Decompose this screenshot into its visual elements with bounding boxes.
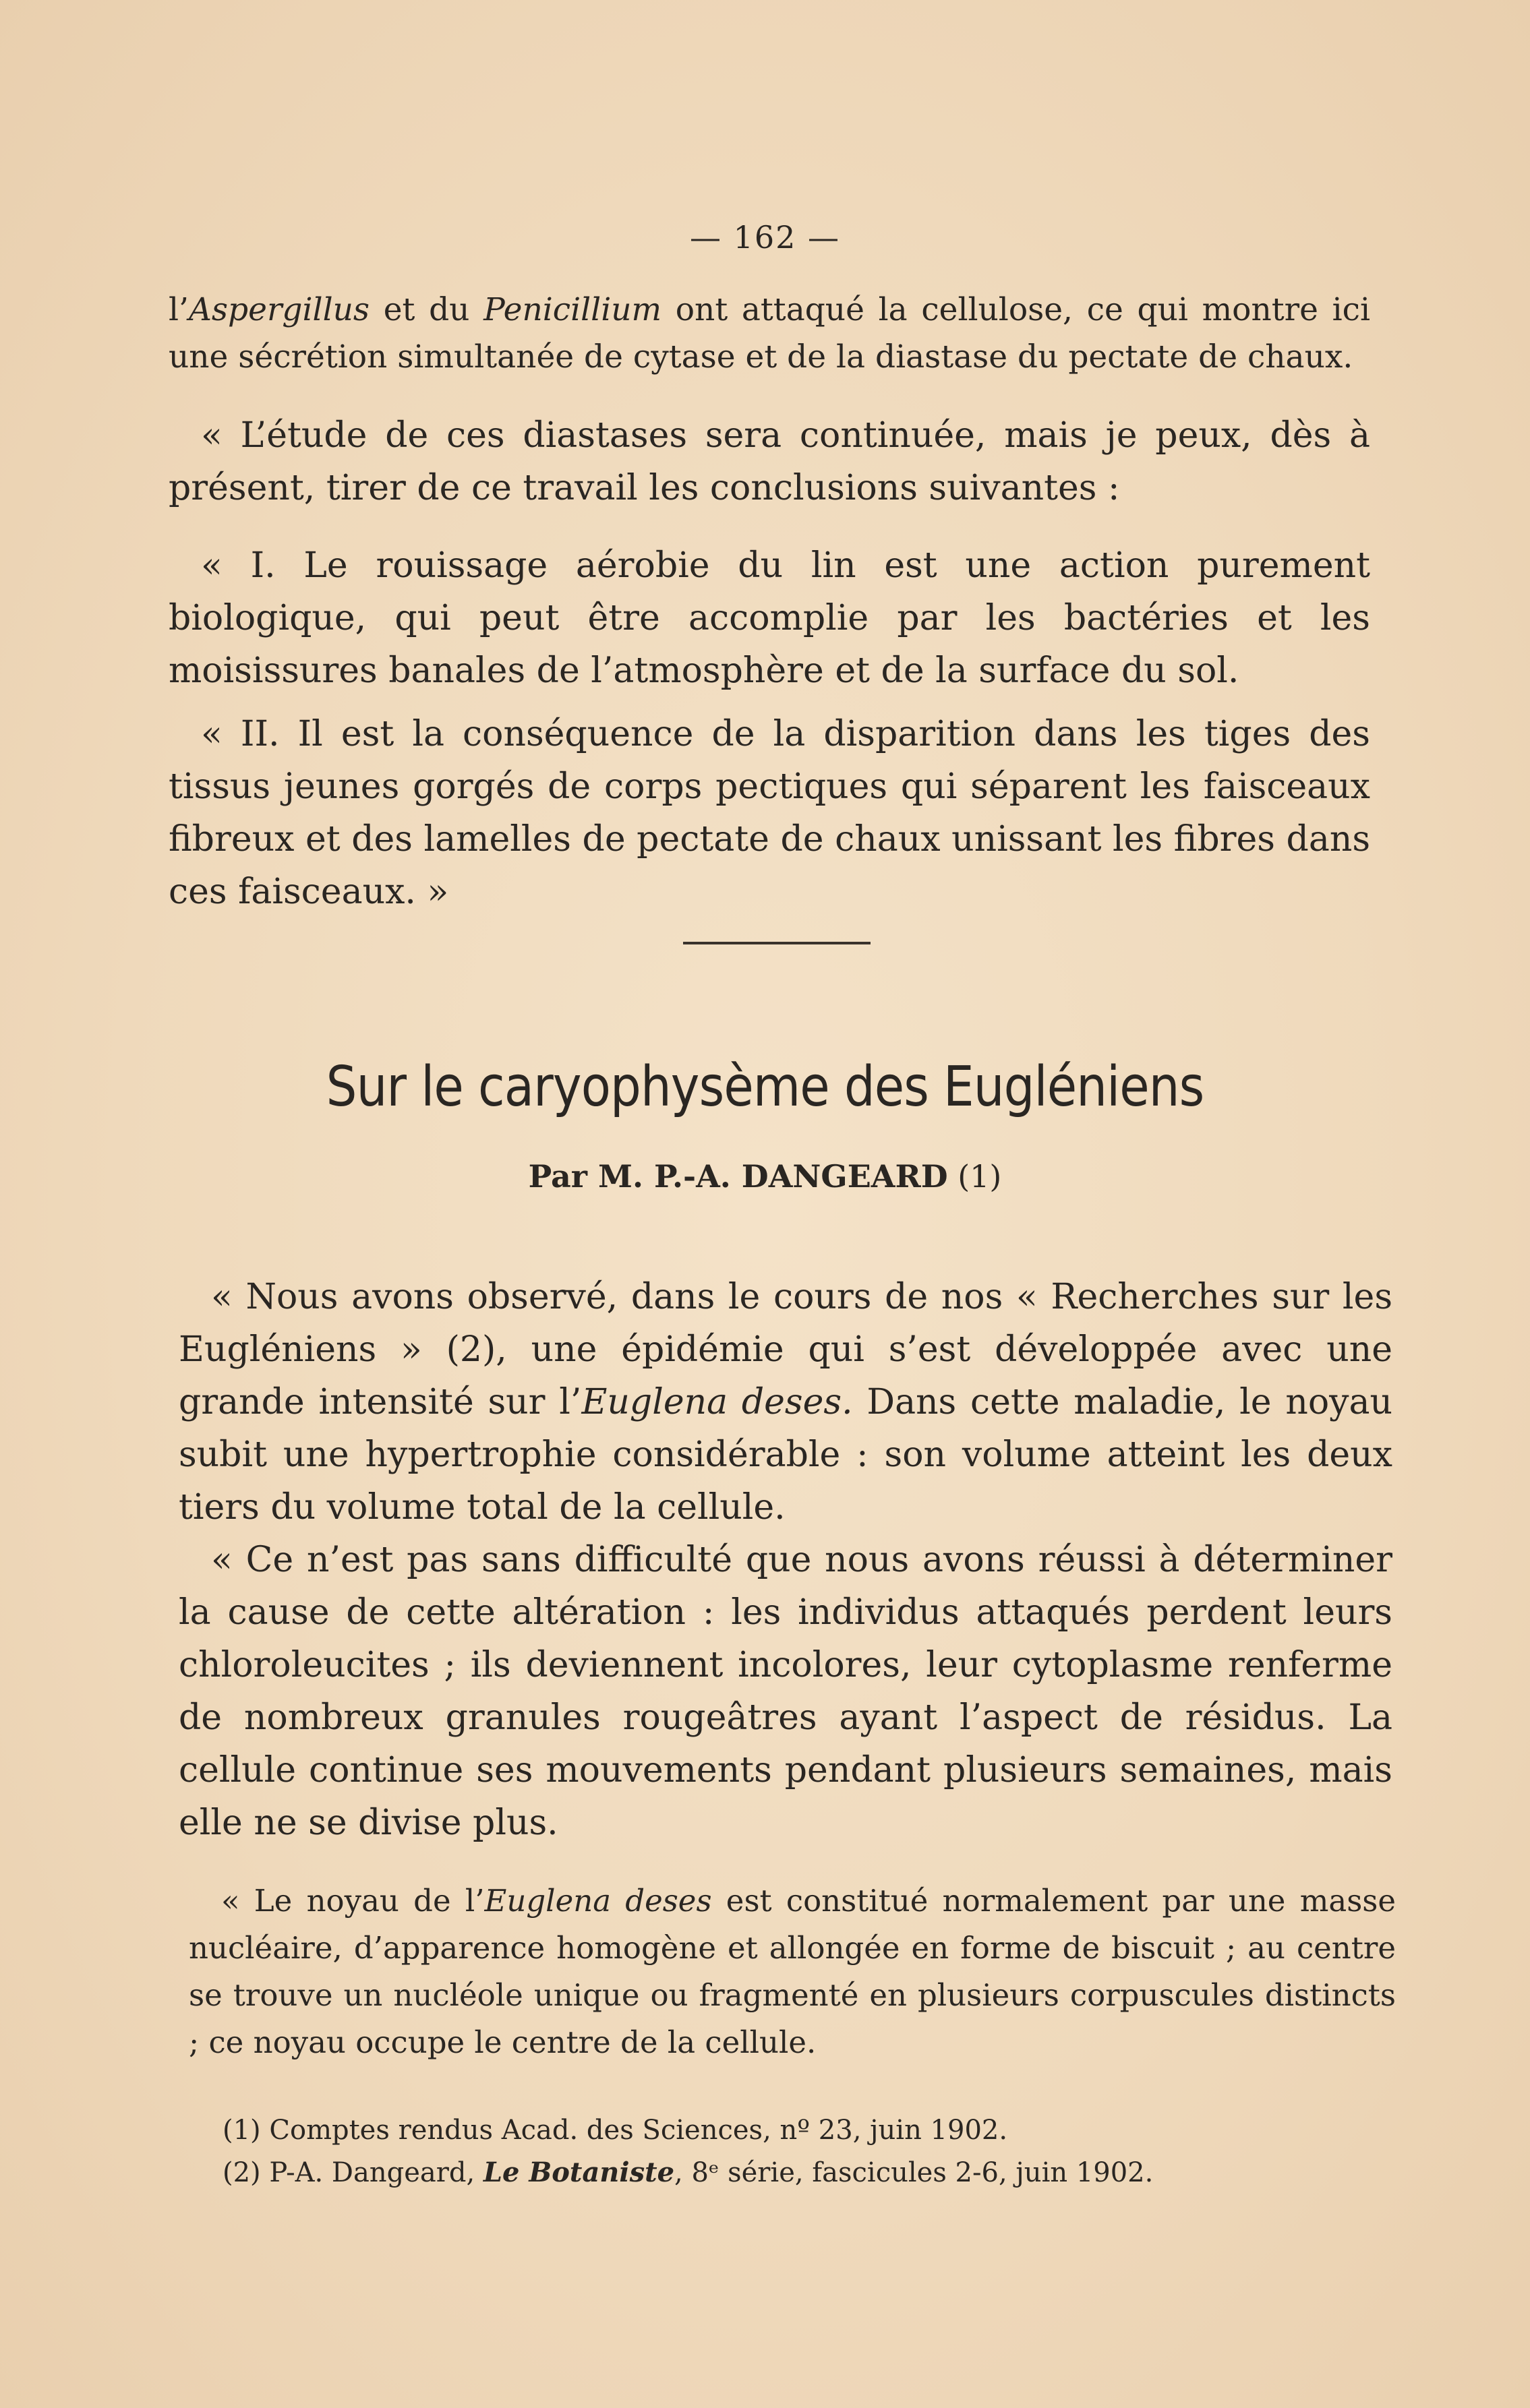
intro-text-3: ont attaqué la cellulose, ce qui montre ici une sécrétion simultanée de cytase et de la diastase du pectate de chaux. xyxy=(169,291,1370,375)
body1-text-1: « Nous avons observé, dans le cours de nos « Recherches sur les Eugléniens » (2), une épidémie qui s’est développée avec une grande intensité sur l’ xyxy=(179,1277,1392,1422)
section-divider xyxy=(683,942,871,944)
footnote-2-text-2: , 8ᵉ série, fascicules 2-6, juin 1902. xyxy=(674,2157,1154,2188)
byline-author: M. P.-A. DANGEARD xyxy=(598,1158,948,1195)
footnote-2-italic-botaniste: Le Botaniste xyxy=(483,2157,675,2188)
quote-paragraph-3: « II. Il est la conséquence de la disparition dans les tiges des tissus jeunes gorgés de corps pectiques qui séparent les faisceaux fibreux et des lamelles de pectate de chaux unissant les fibres dans ces faisceaux. » xyxy=(169,714,1370,912)
footnote-1: (1) Comptes rendus Acad. des Sciences, nº 23, juin 1902. xyxy=(223,2115,1008,2146)
body3-text-2: est constitué normalement par une masse nucléaire, d’apparence homogène et allongée en forme de biscuit ; au centre se trouve un nucléole unique ou fragmenté en plusieurs corpuscules distincts ; ce noyau occupe le centre de la cellule. xyxy=(189,1883,1396,2060)
article-title: Sur le caryophysème des Eugléniens xyxy=(326,1055,1204,1119)
body3-italic-euglena: Euglena deses xyxy=(484,1883,712,1919)
intro-text-2: et du xyxy=(370,291,484,328)
quote-paragraph-1: « L’étude de ces diastases sera continuée, mais je peux, dès à présent, tirer de ce travail les conclusions suivantes : xyxy=(169,415,1370,508)
body3-text-1: « Le noyau de l’ xyxy=(221,1883,485,1919)
page-number: — 162 — xyxy=(689,219,841,255)
body-paragraph-1 xyxy=(179,1271,1392,1534)
intro-italic-aspergillus: Aspergillus xyxy=(188,291,370,328)
intro-italic-penicillium: Penicillium xyxy=(483,291,662,328)
body-paragraph-3 xyxy=(189,1877,1396,2066)
body1-text-2: Dans cette maladie, le noyau subit une hypertrophie considérable : son volume atteint les deux tiers du volume total de la cellule. xyxy=(179,1382,1393,1528)
article-byline xyxy=(0,1158,1530,1195)
body-paragraph-2: « Ce n’est pas sans difficulté que nous avons réussi à déterminer la cause de cette altération : les individus attaqués perdent leurs chloroleucites ; ils deviennent incolores, leur cytoplasme renferme de nombreux granules rougeâtres ayant l’aspect de résidus. La cellule continue ses mouvements pendant plusieurs semaines, mais elle ne se divise plus. xyxy=(179,1540,1392,1843)
intro-text-1: l’ xyxy=(169,291,189,328)
quote-paragraph-2: « I. Le rouissage aérobie du lin est une action purement biologique, qui peut être accomplie par les bactéries et les moisissures banales de l’atmosphère et de la surface du sol. xyxy=(169,545,1370,691)
byline-prefix: Par xyxy=(528,1158,599,1195)
byline-footnote-ref: (1) xyxy=(947,1158,1002,1195)
footnote-2-text-1: (2) P-A. Dangeard, xyxy=(223,2157,483,2188)
body1-italic-euglena: Euglena deses. xyxy=(581,1382,853,1422)
footnote-2 xyxy=(223,2150,1369,2195)
intro-paragraph xyxy=(169,287,1370,381)
